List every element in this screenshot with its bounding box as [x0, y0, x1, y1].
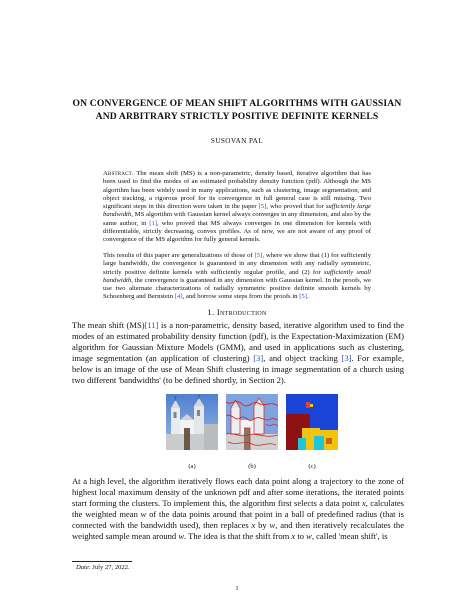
body1-text-3: , and object tracking: [263, 353, 342, 364]
segmentation-boundaries-image: [226, 394, 278, 450]
para2-text-1: This results of this paper are generalizations of those of: [103, 252, 255, 259]
math-w: w: [269, 520, 276, 531]
section-heading: 1. Introduction: [207, 307, 267, 317]
citation-link[interactable]: [5]: [254, 252, 263, 259]
segmentation-figure: [166, 394, 338, 450]
math-x: x: [361, 498, 366, 509]
caption-b: (b): [248, 463, 256, 470]
intro-paragraph-2: [72, 476, 404, 543]
body1-text-1: The mean shift (MS): [72, 320, 145, 330]
abstract-heading: Abstract.: [103, 170, 134, 177]
math-x: x: [251, 520, 256, 531]
footnote-text: : July 27, 2022.: [88, 564, 130, 571]
abstract-italic-1: sufficiently large bandwidth: [103, 203, 372, 219]
abstract-text-4: , who proved that MS always converges in one dimension for kernels with differentiable, strictly decreasing, convex profiles. As of now, we are not aware of any proof of convergence of the MS algorithm for fully general kernels.: [103, 219, 371, 243]
body2-text-7: to: [295, 531, 307, 542]
citation-link[interactable]: [5]: [299, 293, 308, 301]
para2-text-5: .: [307, 293, 309, 301]
abstract-text-3: , MS algorithm with Gaussian kernel always converges in any dimension, and also by the same author, in: [103, 211, 371, 227]
body2-text-4: by: [255, 520, 270, 531]
citation-link[interactable]: 5: [260, 203, 265, 210]
abstract: [103, 170, 371, 244]
citation-link[interactable]: [11]: [144, 320, 159, 330]
citation-link[interactable]: [3]: [341, 353, 352, 364]
title-line-2: AND ARBITRARY STRICTLY POSITIVE DEFINITE KERNELS: [95, 111, 379, 122]
body2-text-1: At a high level, the algorithm iteratively flows each data point along a trajectory to the zone of highest local maximum density of the unknown pdf and after some iterations, the iterated points start forming the clusters. To implement this, the algorithm first selects a data point: [72, 476, 404, 509]
body2-text-8: , called 'mean shift', is: [311, 531, 388, 542]
para2-text-4: , and borrow some steps from the proofs in: [182, 293, 300, 301]
math-w: w: [306, 531, 312, 542]
para2-italic-1: sufficiently small bandwidth: [103, 268, 371, 284]
footnote-label: Date: [76, 564, 89, 571]
paper-title: [40, 97, 434, 123]
para2-text-3: , the convergence is guaranteed in any dimension with Gaussian kernel. In the proofs, we use two alternate characterizations of radially symmetric positive definite smooth kernels by Schoenberg and Bernstein: [103, 276, 371, 301]
page-number: 1: [235, 585, 239, 592]
body1-text-2: is a non-parametric, density based, iterative algorithm used to find the modes of an estimated probability density function (pdf), is the Expectation-Maximization (EM) algorithm for Gaussian Mixture Models (GMM), and used in applications such as clustering, image segmentation (an application of clustering): [72, 320, 404, 364]
body2-text-3: of the data points around that point in a ball of predefined radius (that is connected with the bandwidth used), then replaces: [72, 509, 404, 531]
citation-link[interactable]: [4]: [174, 293, 183, 301]
body1-text-4: . For example, below is an image of the use of Mean Shift clustering in image segmentation of a church using two different 'bandwidths' (to be defined shortly, in Section 2).: [72, 353, 404, 386]
math-w: w: [178, 531, 185, 542]
abstract-text-2: , who proved that for: [266, 203, 326, 210]
body2-text-5: , and then iteratively recalculates the weighted sample mean around: [72, 520, 405, 542]
footnote-rule: [72, 561, 132, 562]
author-name: SUSOVAN PAL: [210, 137, 264, 145]
math-w: w: [140, 509, 147, 520]
citation-link[interactable]: ]: [264, 203, 267, 210]
para2-text-2: , where we show that (1) for sufficiently large bandwidth, the convergence is guaranteed in any dimension with any radially symmetric, strictly positive definite kernels with sufficiently regular profile, and (2) for: [103, 252, 371, 276]
church-photo-image: [166, 394, 218, 450]
caption-c: (c): [308, 463, 316, 470]
intro-paragraph-1: [72, 320, 404, 387]
citation-link[interactable]: [: [258, 203, 261, 210]
abstract-paragraph-2: [103, 252, 371, 302]
caption-a: (a): [188, 463, 196, 470]
abstract-text-1: The mean shift (MS) is a non-parametric, density based, iterative algorithm that has been used to find the modes of an estimated probability density function (pdf). Although the MS algorithm has been widely used in many applications, such as clustering, image segmentation, and object tracking, a rigorous proof for its convergence in full general case is still missing. Two significant steps in this direction were taken in the paper: [103, 170, 371, 210]
title-line-1: ON CONVERGENCE OF MEAN SHIFT ALGORITHMS WITH GAUSSIAN: [72, 98, 402, 109]
citation-link[interactable]: [3]: [253, 353, 264, 364]
citation-link[interactable]: [1]: [149, 219, 158, 227]
footnote-date: [76, 564, 130, 571]
body2-text-6: . The idea is that the shift from: [184, 531, 292, 542]
body2-text-2: , calculates the weighted mean: [72, 498, 404, 520]
math-x: x: [291, 531, 296, 542]
segmented-regions-image: [286, 394, 338, 450]
